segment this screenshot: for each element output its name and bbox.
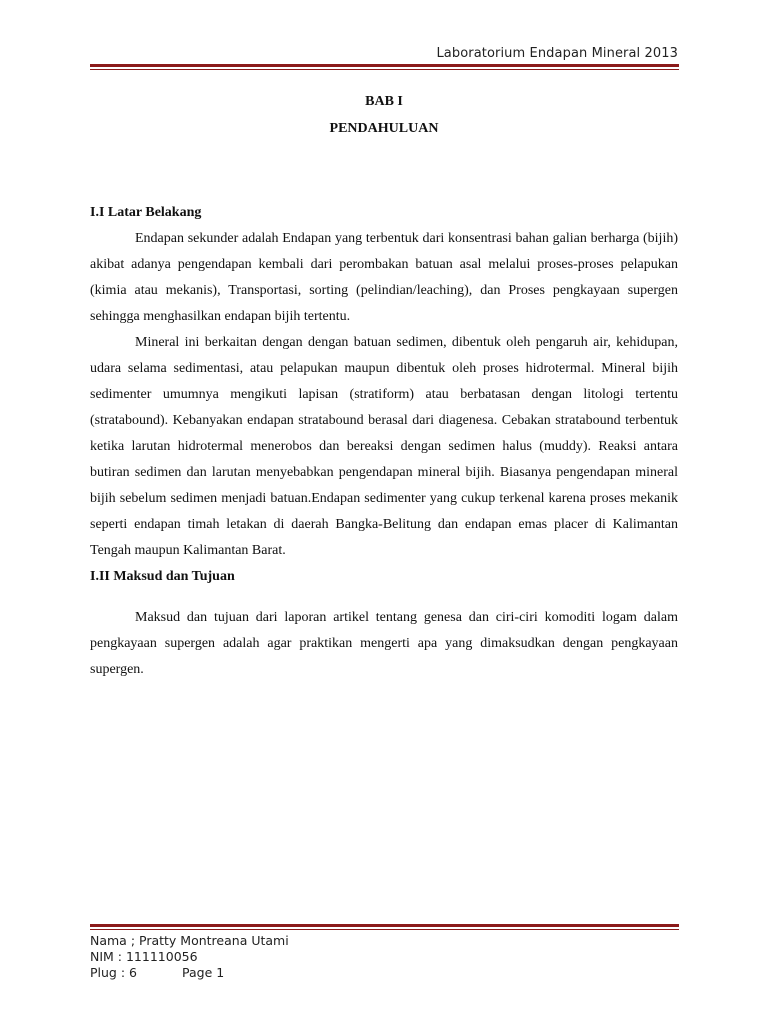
footer-rule [90, 924, 679, 930]
footer-name: Nama ; Pratty Montreana Utami [90, 933, 289, 948]
paragraph: Mineral ini berkaitan dengan dengan batuan sedimen, dibentuk oleh pengaruh air, kehidupan, udara selama sedimentasi, atau pelapukan maupun dibentuk oleh proses hidrotermal. Mineral bijih sedimenter umumnya mengikuti lapisan (stratiform) atau berbatasan dengan litologi tertentu (stratabound). Kebanyakan endapan stratabound berasal dari diagenesa. Cebakan stratabound terbentuk ketika larutan hidrotermal menerobos dan bereaksi dengan sedimen halus (muddy). Reaksi antara butiran sedimen dan larutan menyebabkan pengendapan mineral bijih. Biasanya pengendapan mineral bijih sebelum sedimen menjadi batuan.Endapan sedimenter yang cukup terkenal karena proses mekanik seperti endapan timah letakan di daerah Bangka-Belitung dan endapan emas placer di Kalimantan Tengah maupun Kalimantan Barat. [90, 335, 678, 558]
footer-nim: NIM : 111110056 [90, 949, 198, 964]
section-latar-belakang [90, 200, 678, 564]
footer [90, 933, 289, 981]
footer-page-number: Page 1 [182, 965, 225, 980]
header-title: Laboratorium Endapan Mineral 2013 [436, 46, 678, 61]
footer-plug-page [90, 965, 289, 981]
paragraph: Endapan sekunder adalah Endapan yang terbentuk dari konsentrasi bahan galian berharga (bijih) akibat adanya pengendapan kembali dari perombakan batuan asal melalui proses-proses pelapukan (kimia atau mekanis), Transportasi, sorting (pelindian/leaching), dan Proses pengkayaan supergen sehingga menghasilkan endapan bijih tertentu. [90, 231, 678, 324]
chapter-number: BAB I [365, 94, 403, 109]
document-body [90, 200, 678, 683]
section-heading: I.I Latar Belakang [90, 205, 202, 220]
section-maksud-tujuan [90, 564, 678, 683]
chapter-title: PENDAHULUAN [329, 121, 439, 136]
section-heading: I.II Maksud dan Tujuan [90, 569, 235, 584]
header-rule [90, 64, 679, 70]
paragraph: Maksud dan tujuan dari laporan artikel tentang genesa dan ciri-ciri komoditi logam dalam pengkayaan supergen adalah agar praktikan mengerti apa yang dimaksudkan dengan pengkayaan supergen. [90, 610, 678, 677]
footer-plug: Plug : 6 [90, 965, 137, 980]
